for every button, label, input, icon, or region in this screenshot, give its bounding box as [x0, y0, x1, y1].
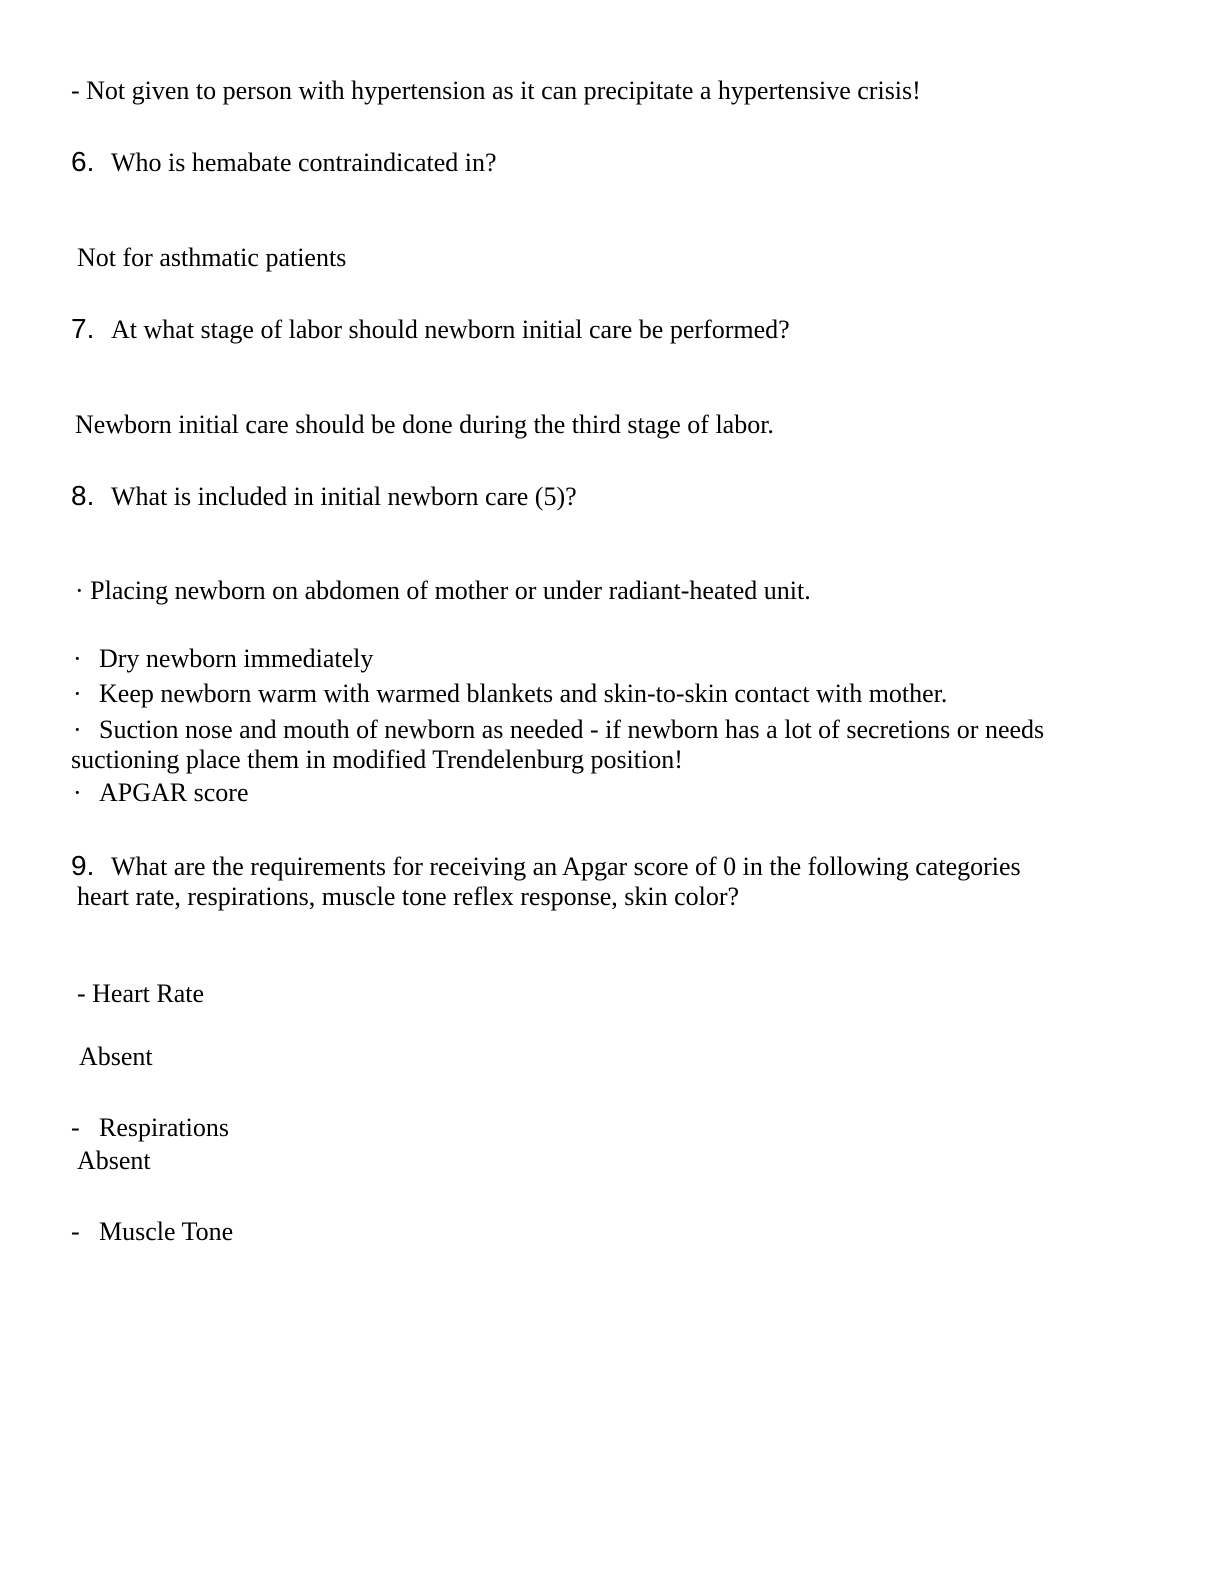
care-item-text: Keep newborn warm with warmed blankets and skin-to-skin contact with mother.	[99, 679, 948, 708]
question-7-text: At what stage of labor should newborn initial care be performed?	[111, 315, 790, 344]
respirations-value: Absent	[77, 1146, 151, 1175]
bullet: ·	[73, 644, 82, 673]
care-item-suction	[73, 717, 1044, 743]
care-item-dry	[73, 646, 373, 672]
care-item-placing: · Placing newborn on abdomen of mother or under radiant-heated unit.	[75, 576, 811, 605]
bullet: ·	[73, 679, 82, 708]
care-item-warm	[73, 681, 947, 707]
bullet: ·	[73, 778, 82, 807]
question-6	[71, 148, 497, 176]
question-7	[71, 315, 790, 343]
care-item-text: Dry newborn immediately	[99, 644, 374, 673]
question-6-number: 6.	[71, 146, 95, 177]
category-respirations	[71, 1115, 229, 1141]
question-9-number: 9.	[71, 850, 95, 881]
dash: -	[71, 1217, 80, 1246]
question-9-text: What are the requirements for receiving an Apgar score of 0 in the following categories	[111, 852, 1021, 881]
question-9-continued: heart rate, respirations, muscle tone reflex response, skin color?	[77, 882, 740, 911]
question-7-number: 7.	[71, 313, 95, 344]
care-item-apgar	[73, 780, 249, 806]
dash: -	[71, 1113, 80, 1142]
question-6-text: Who is hemabate contraindicated in?	[111, 148, 497, 177]
question-8-number: 8.	[71, 480, 95, 511]
answer-6: Not for asthmatic patients	[77, 243, 347, 272]
category-heart-rate: - Heart Rate	[77, 979, 205, 1008]
heart-rate-value: Absent	[79, 1042, 153, 1071]
question-8	[71, 482, 577, 510]
category-muscle-tone	[71, 1219, 233, 1245]
question-9	[71, 852, 1021, 880]
bullet: ·	[73, 715, 82, 744]
category-label: Muscle Tone	[99, 1217, 234, 1246]
intro-line: - Not given to person with hypertension as it can precipitate a hypertensive crisis!	[71, 76, 921, 105]
care-item-text: APGAR score	[99, 778, 249, 807]
category-label: Respirations	[99, 1113, 229, 1142]
care-item-text: Suction nose and mouth of newborn as needed - if newborn has a lot of secretions or needs	[99, 715, 1045, 744]
question-8-text: What is included in initial newborn care (5)?	[111, 482, 577, 511]
care-item-suction-continued: suctioning place them in modified Trendelenburg position!	[71, 745, 683, 774]
answer-7: Newborn initial care should be done during the third stage of labor.	[75, 410, 774, 439]
